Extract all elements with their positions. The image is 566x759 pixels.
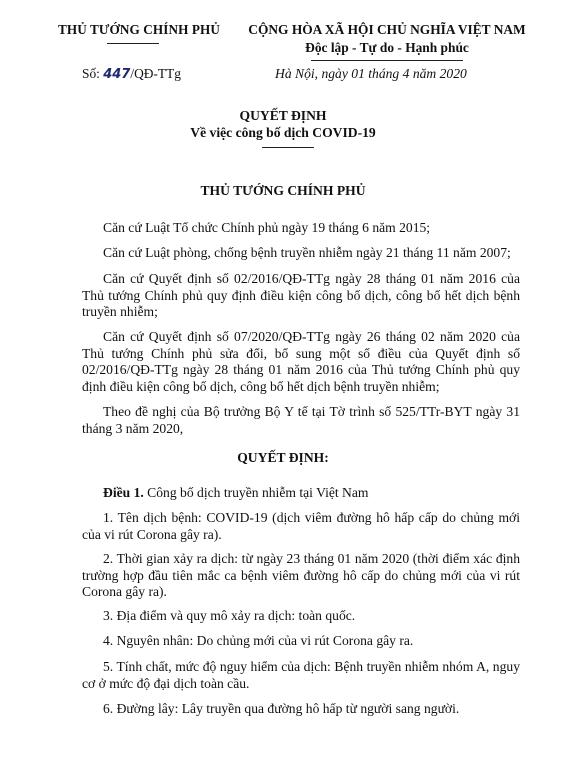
- article-item: 5. Tính chất, mức độ nguy hiểm của dịch: Bệnh truyền nhiễm nhóm A, nguy cơ ở mức độ đại dịch toàn cầu.: [82, 659, 520, 691]
- national-title: CỘNG HÒA XÃ HỘI CHỦ NGHĨA VIỆT NAM: [248, 22, 526, 37]
- issuing-agency: THỦ TƯỚNG CHÍNH PHỦ: [58, 22, 220, 37]
- article-1-label: Điều 1.: [103, 485, 144, 500]
- article-item: 4. Nguyên nhân: Do chủng mới của vi rút Corona gây ra.: [103, 633, 414, 648]
- preamble-paragraph: Căn cứ Luật Tổ chức Chính phủ ngày 19 tháng 6 năm 2015;: [103, 220, 431, 235]
- preamble-paragraph: Căn cứ Quyết định số 07/2020/QĐ-TTg ngày 26 tháng 02 năm 2020 của Thủ tướng Chính phủ sửa đổi, bổ sung một số điều của Quyết định số 02/2016/QĐ-TTg ngày 28 tháng 01 năm 2016 của Thủ tướng Chính phủ quy định điều kiện công bố dịch, công bố hết dịch bệnh truyền nhiễm;: [82, 329, 520, 394]
- national-motto: Độc lập - Tự do - Hạnh phúc: [305, 40, 469, 55]
- preamble-paragraph: Căn cứ Quyết định số 02/2016/QĐ-TTg ngày 28 tháng 01 năm 2016 của Thủ tướng Chính phủ quy định điều kiện công bố dịch, công bố hết dịch bệnh truyền nhiễm;: [82, 271, 520, 320]
- subject-underline: [262, 147, 314, 148]
- article-item: 3. Địa điểm và quy mô xảy ra dịch: toàn quốc.: [103, 608, 356, 623]
- issuing-agency-block: [58, 22, 220, 44]
- article-item: 2. Thời gian xảy ra dịch: từ ngày 23 tháng 01 năm 2020 (thời điểm xác định trường hợp đầu tiên mắc ca bệnh viêm đường hô cấp do chủng mới của vi rút Corona gây ra).: [82, 551, 520, 600]
- preamble-paragraph: Căn cứ Luật phòng, chống bệnh truyền nhiễm ngày 21 tháng 11 năm 2007;: [103, 245, 511, 260]
- national-header-block: [222, 22, 552, 61]
- article-item: 6. Đường lây: Lây truyền qua đường hô hấp từ người sang người.: [103, 701, 460, 716]
- issuer-title: THỦ TƯỚNG CHÍNH PHỦ: [200, 183, 366, 198]
- document-number: [82, 66, 181, 82]
- doc-number-handwritten: 447: [103, 67, 131, 82]
- preamble-paragraph: Theo đề nghị của Bộ trưởng Bộ Y tế tại Tờ trình số 525/TTr-BYT ngày 31 tháng 3 năm 2020,: [82, 404, 520, 436]
- article-item: 1. Tên dịch bệnh: COVID-19 (dịch viêm đường hô hấp cấp do chủng mới của vi rút Corona gây ra).: [82, 510, 520, 542]
- doc-number-prefix: Số:: [82, 66, 104, 81]
- motto-underline: [311, 60, 463, 61]
- article-1-heading: [82, 485, 520, 502]
- decision-heading: QUYẾT ĐỊNH:: [237, 450, 329, 465]
- document-subject: Về việc công bố dịch COVID-19: [190, 125, 376, 140]
- agency-underline: [107, 43, 159, 44]
- doc-number-suffix: /QĐ-TTg: [130, 66, 181, 81]
- place-and-date: Hà Nội, ngày 01 tháng 4 năm 2020: [275, 66, 467, 81]
- article-1-title: Công bố dịch truyền nhiễm tại Việt Nam: [143, 485, 369, 500]
- document-type: QUYẾT ĐỊNH: [239, 108, 327, 123]
